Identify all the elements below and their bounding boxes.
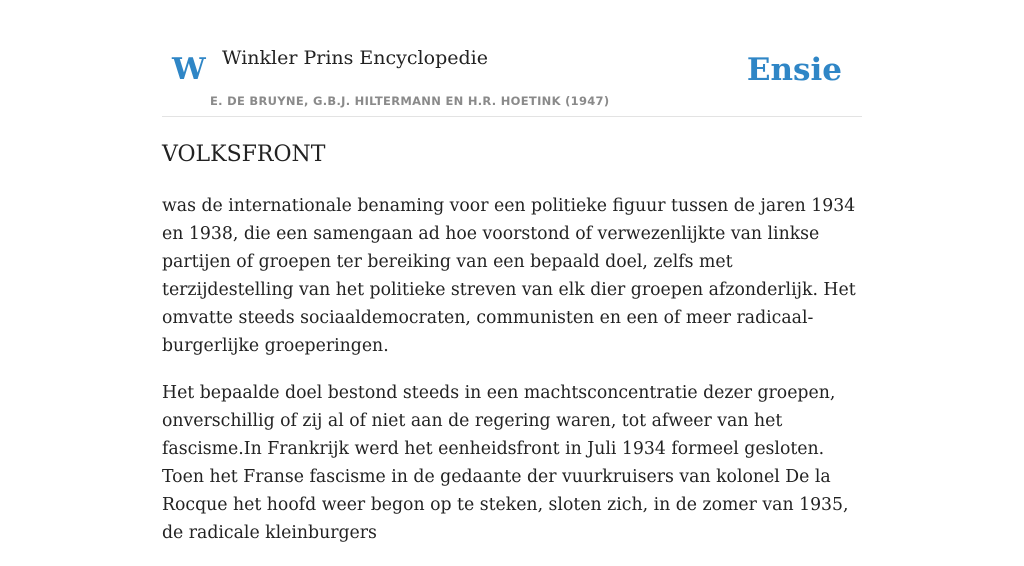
winkler-prins-logo[interactable]: W — [172, 52, 206, 87]
article-title: VOLKSFRONT — [162, 142, 326, 167]
site-header — [162, 0, 862, 117]
article-paragraph: Het bepaalde doel bestond steeds in een machtsconcentratie dezer groepen, onverschillig of zij al of niet aan de regering waren, tot afweer van het fascisme.In Frankrijk werd het eenheidsfront in Juli 1934 formeel gesloten. Toen het Franse fascisme in de gedaante der vuurkruisers van kolonel De la Rocque het hoofd weer begon op te steken, sloten zich, in de zomer van 1935, de radicale kleinburgers — [162, 383, 849, 543]
encyclopedia-authors: E. DE BRUYNE, G.B.J. HILTERMANN EN H.R. HOETINK (1947) — [210, 94, 610, 108]
encyclopedia-title[interactable]: Winkler Prins Encyclopedie — [222, 47, 488, 69]
ensie-logo-link[interactable]: Ensie — [746, 52, 842, 88]
article-body — [162, 192, 862, 566]
page-container — [162, 0, 862, 543]
article-paragraph: was de internationale benaming voor een politieke figuur tussen de jaren 1934 en 1938, die een samengaan ad hoe voorstond of verwezenlijkte van linkse partijen of groepen ter bereiking van een bepaald doel, zelfs met terzijdestelling van het politieke streven van elk dier groepen afzonderlijk. Het omvatte steeds sociaaldemocraten, communisten en een of meer radicaal-burgerlijke groeperingen. — [162, 196, 856, 356]
